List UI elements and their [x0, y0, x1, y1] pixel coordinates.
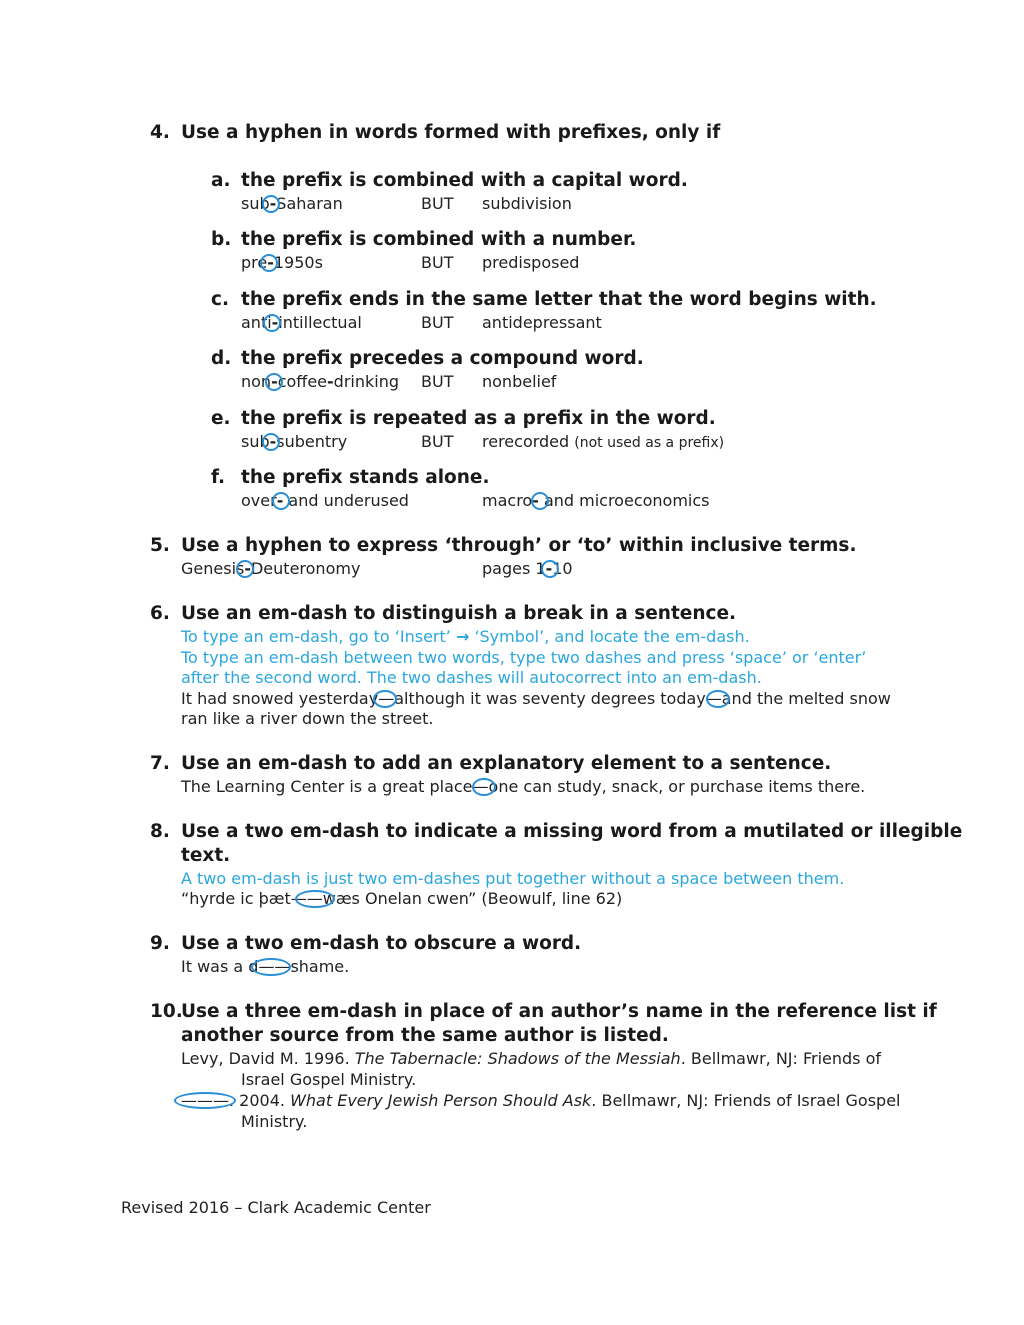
hyphen-circle-annotation	[262, 433, 280, 451]
hyphen-circle-annotation	[272, 492, 290, 510]
hyphen-circle-annotation	[236, 560, 254, 578]
section-8-title-line-1: Use a two em-dash to indicate a missing word from a mutilated or illegible	[181, 821, 963, 842]
section-10-title-line-1: Use a three em-dash in place of an author’s name in the reference list if	[181, 1001, 937, 1022]
item-f-letter: f.	[211, 467, 226, 488]
item-c-letter: c.	[211, 289, 229, 310]
item-c-example-left: anti-intillectual	[241, 313, 362, 332]
hyphen-circle-annotation	[262, 195, 280, 213]
item-b-title: the prefix is combined with a number.	[241, 229, 637, 250]
section-5-title: Use a hyphen to express ‘through’ or ‘to’ within inclusive terms.	[181, 535, 857, 556]
item-c-but: BUT	[421, 313, 454, 332]
two-emdash-circle-annotation	[251, 958, 291, 976]
reference-2-line-1: ———. 2004. What Every Jewish Person Should Ask. Bellmawr, NJ: Friends of Israel Gospel	[181, 1091, 901, 1110]
hyphen-circle-annotation	[531, 492, 549, 510]
item-b-but: BUT	[421, 253, 454, 272]
section-6-tip-3: after the second word. The two dashes will autocorrect into an em-dash.	[181, 668, 762, 687]
item-d-example-right: nonbelief	[482, 372, 557, 391]
section-10-number: 10.	[150, 1001, 183, 1022]
section-9-number: 9.	[150, 933, 170, 954]
item-f-example-right: macro- and microeconomics	[482, 491, 710, 510]
item-b-example-left: pre-1950s	[241, 253, 323, 272]
section-5-example-right: pages 1-10	[482, 559, 573, 578]
arrow-right-icon: →	[455, 627, 470, 646]
section-4-number: 4.	[150, 122, 170, 143]
item-e-title: the prefix is repeated as a prefix in the word.	[241, 408, 716, 429]
section-6-example-line-2: ran like a river down the street.	[181, 709, 434, 728]
item-a-example-right: subdivision	[482, 194, 572, 213]
item-c-title: the prefix ends in the same letter that the word begins with.	[241, 289, 877, 310]
section-9-example: It was a d——shame.	[181, 957, 350, 976]
item-c-example-right: antidepressant	[482, 313, 602, 332]
item-e-but: BUT	[421, 432, 454, 451]
section-8-tip: A two em-dash is just two em-dashes put together without a space between them.	[181, 869, 845, 888]
footer: Revised 2016 – Clark Academic Center	[121, 1198, 431, 1217]
emdash-circle-annotation	[706, 690, 730, 708]
item-d-title: the prefix precedes a compound word.	[241, 348, 644, 369]
section-6-example-line-1: It had snowed yesterday—although it was seventy degrees today—and the melted snow	[181, 689, 891, 708]
hyphen-circle-annotation	[263, 314, 281, 332]
hyphen-circle-annotation	[260, 254, 278, 272]
emdash-circle-annotation	[373, 690, 397, 708]
section-7-title: Use an em-dash to add an explanatory element to a sentence.	[181, 753, 832, 774]
section-7-number: 7.	[150, 753, 170, 774]
section-6-title: Use an em-dash to distinguish a break in a sentence.	[181, 603, 737, 624]
item-d-letter: d.	[211, 348, 232, 369]
item-a-letter: a.	[211, 170, 231, 191]
section-5-example-left: Genesis-Deuteronomy	[181, 559, 361, 578]
section-6-tip-1: To type an em-dash, go to ‘Insert’ → ‘Symbol’, and locate the em-dash.	[181, 627, 750, 646]
item-a-example-left: sub-Saharan	[241, 194, 343, 213]
section-8-title-line-2: text.	[181, 845, 231, 866]
three-emdash-circle-annotation	[174, 1092, 236, 1109]
item-e-example-right: rerecorded (not used as a prefix)	[482, 432, 725, 451]
section-8-example: “hyrde ic þæt——wæs Onelan cwen” (Beowulf, line 62)	[181, 889, 623, 908]
item-a-but: BUT	[421, 194, 454, 213]
emdash-circle-annotation	[472, 778, 496, 796]
two-emdash-circle-annotation	[295, 890, 335, 908]
reference-2-line-2: Ministry.	[241, 1112, 308, 1131]
reference-1-line-2: Israel Gospel Ministry.	[241, 1070, 417, 1089]
item-b-example-right: predisposed	[482, 253, 580, 272]
section-9-title: Use a two em-dash to obscure a word.	[181, 933, 582, 954]
item-e-letter: e.	[211, 408, 231, 429]
section-4-title: Use a hyphen in words formed with prefixes, only if	[181, 122, 721, 143]
item-d-but: BUT	[421, 372, 454, 391]
item-f-example-left: over- and underused	[241, 491, 409, 510]
reference-1-line-1: Levy, David M. 1996. The Tabernacle: Shadows of the Messiah. Bellmawr, NJ: Friends of	[181, 1049, 882, 1068]
hyphen-circle-annotation	[265, 373, 283, 391]
section-5-number: 5.	[150, 535, 170, 556]
item-b-letter: b.	[211, 229, 232, 250]
item-d-example-left: non-coffee-drinking	[241, 372, 399, 391]
item-e-example-left: sub-subentry	[241, 432, 348, 451]
item-f-title: the prefix stands alone.	[241, 467, 490, 488]
section-7-example: The Learning Center is a great place—one can study, snack, or purchase items there.	[181, 777, 866, 796]
section-10-title-line-2: another source from the same author is listed.	[181, 1025, 669, 1046]
hyphen-circle-annotation	[541, 560, 559, 578]
section-8-number: 8.	[150, 821, 170, 842]
item-a-title: the prefix is combined with a capital word.	[241, 170, 688, 191]
section-6-number: 6.	[150, 603, 170, 624]
section-6-tip-2: To type an em-dash between two words, type two dashes and press ‘space’ or ‘enter’	[181, 648, 867, 667]
